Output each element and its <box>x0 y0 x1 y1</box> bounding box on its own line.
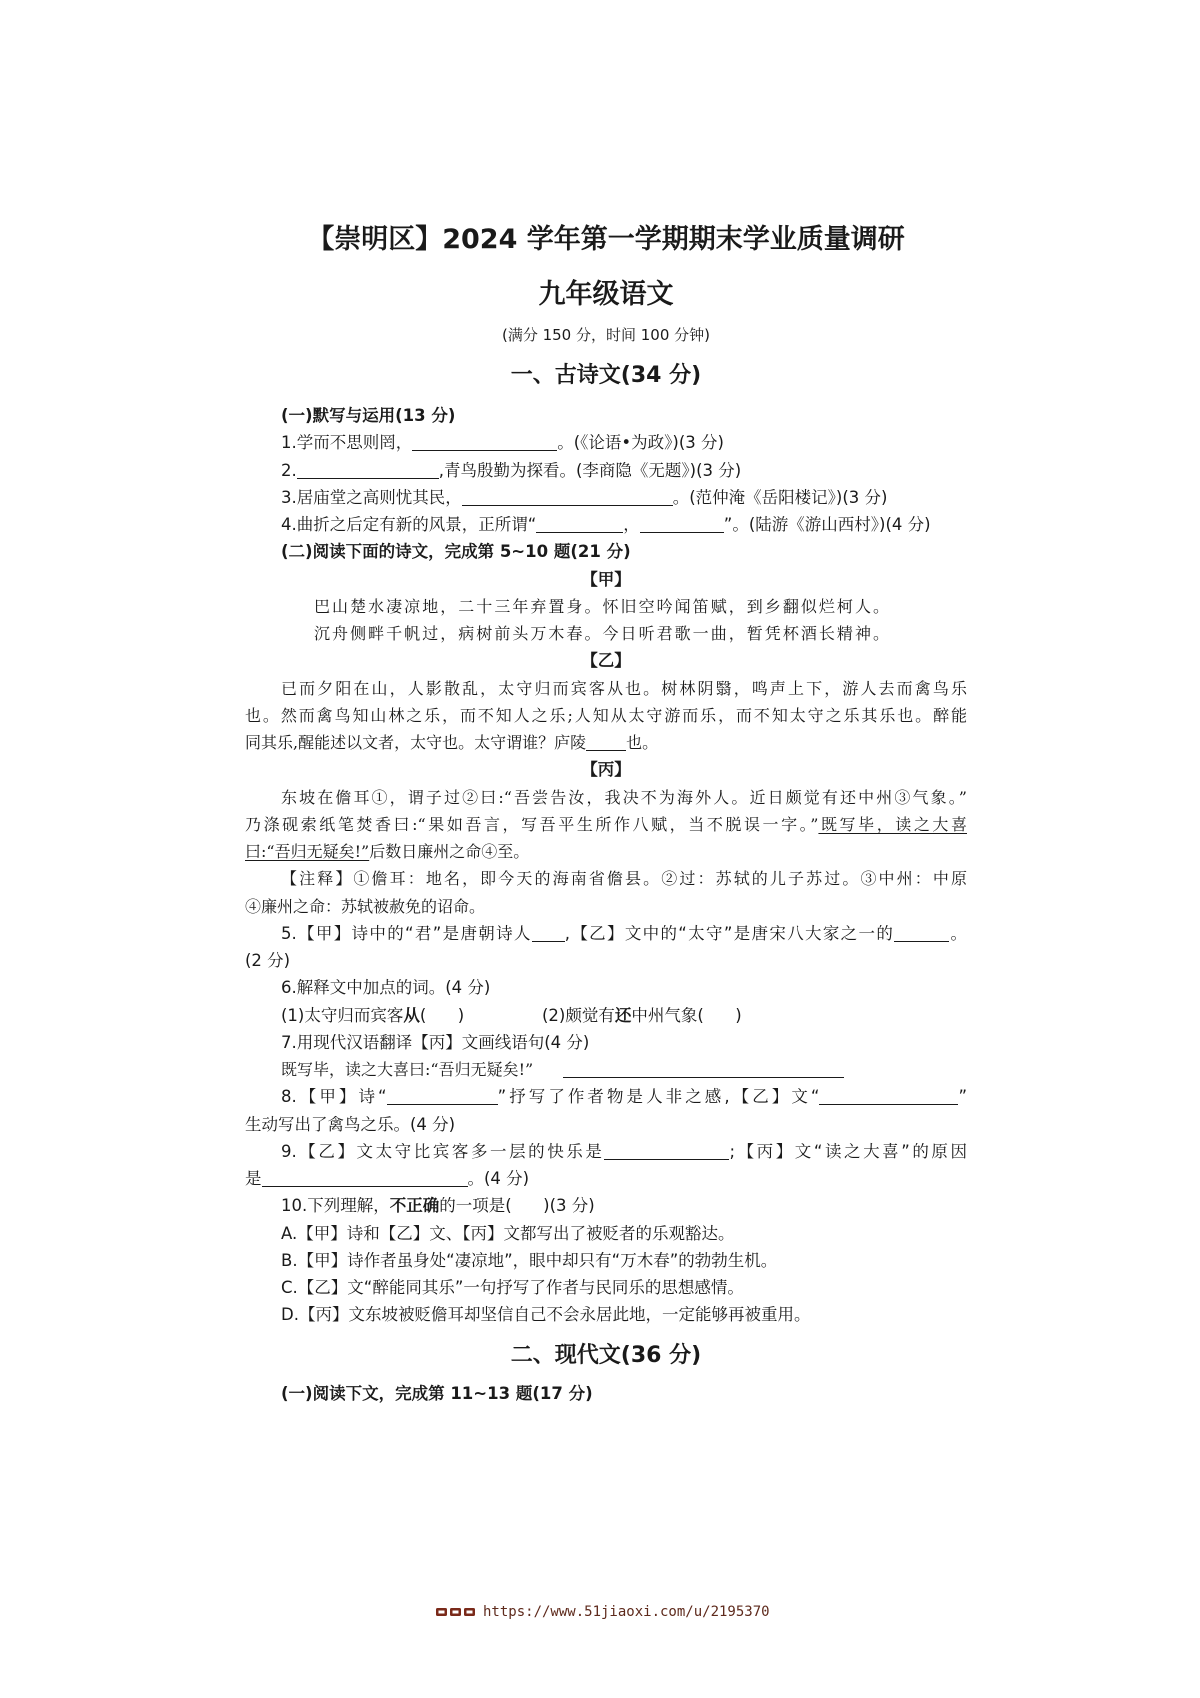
annotation-line: 【注释】①儋耳：地名，即今天的海南省儋县。②过：苏轼的儿子苏过。③中州：中原 <box>281 869 967 889</box>
answer-parentheses: 中州气象( ) <box>631 1005 742 1025</box>
question-6-items <box>245 1002 967 1029</box>
passage-line <box>245 838 967 865</box>
question-text: 9.【乙】文太守比宾客多一层的快乐是 <box>281 1141 605 1161</box>
question-8-continued: 生动写出了禽鸟之乐。(4 分) <box>245 1114 456 1134</box>
question-7-sentence <box>245 1056 967 1083</box>
answer-blank <box>262 1169 468 1187</box>
exam-title: 【崇明区】2024 学年第一学期期末学业质量调研 <box>307 224 905 255</box>
exam-subtitle: 九年级语文 <box>538 279 674 310</box>
score-time-note: (满分 150 分，时间 100 分钟) <box>501 326 711 344</box>
question-7: 7.用现代汉语翻译【丙】文画线语句(4 分) <box>281 1032 590 1052</box>
question-4 <box>245 511 967 538</box>
answer-parentheses: ( ) <box>419 1005 465 1025</box>
section-heading-modern: 二、现代文(36 分) <box>510 1343 702 1368</box>
question-text: 10.下列理解， <box>281 1196 390 1216</box>
question-text: ,【乙】文中的“太守”是唐宋八大家之一的 <box>564 923 895 943</box>
question-text: 。(4 分) <box>467 1169 530 1188</box>
section-heading-classical: 一、古诗文(34 分) <box>510 363 702 388</box>
poem-line: 沉舟侧畔千帆过，病树前头万木春。今日听君歌一曲，暂凭杯酒长精神。 <box>314 624 889 643</box>
question-5-score: (2 分) <box>245 951 291 970</box>
question-text: 是 <box>245 1169 262 1188</box>
answer-blank <box>604 1142 729 1160</box>
question-text: 。(范仲淹《岳阳楼记》)(3 分) <box>672 487 888 507</box>
option-d: D.【丙】文东坡被贬儋耳却坚信自己不会永居此地，一定能够再被重用。 <box>281 1305 811 1325</box>
question-text: 3.居庙堂之高则忧其民， <box>281 487 462 507</box>
question-6-item-2 <box>542 1002 742 1029</box>
passage-text: 后数日廉州之命④至。 <box>369 842 530 861</box>
question-text: 2. <box>281 460 297 480</box>
question-text: 。 <box>949 923 967 943</box>
answer-blank <box>586 733 626 751</box>
section-classical-content <box>245 402 967 1329</box>
question-10 <box>245 1192 967 1219</box>
poem-line: 巴山楚水凄凉地，二十三年弃置身。怀旧空吟闻笛赋，到乡翻似烂柯人。 <box>314 596 889 616</box>
answer-blank <box>462 488 673 506</box>
question-text: ， <box>623 515 640 534</box>
answer-blank <box>563 1060 844 1078</box>
question-9-continued <box>245 1165 967 1192</box>
option-b: B.【甲】诗作者虽身处“凄凉地”，眼中却只有“万木春”的勃勃生机。 <box>281 1250 778 1270</box>
answer-blank <box>819 1087 958 1105</box>
part-heading-reading: (二)阅读下面的诗文，完成第 5~10 题(21 分) <box>281 542 631 562</box>
option-c: C.【乙】文“醉能同其乐”一句抒写了作者与民同乐的思想感情。 <box>281 1278 744 1297</box>
question-text: (1)太守归而宾客 <box>281 1005 404 1025</box>
emphasis-text: 不正确 <box>389 1196 440 1216</box>
page-footer <box>436 1600 770 1624</box>
passage-line: 也。然而禽鸟知山林之乐，而不知人之乐;人知从太守游而乐，而不知太守之乐其乐也。醉能 <box>245 705 967 725</box>
underlined-sentence: 曰:“吾归无疑矣!” <box>245 842 370 861</box>
question-text: ” <box>958 1087 967 1107</box>
question-text: 8.【甲】诗“ <box>281 1087 387 1107</box>
passage-line <box>245 811 967 838</box>
passage-label-jia: 【甲】 <box>581 569 631 589</box>
question-text: 的一项是( )(3 分) <box>439 1196 595 1216</box>
question-text: 4.曲折之后定有新的风景，正所谓“ <box>281 515 537 534</box>
part-heading-modern-reading: (一)阅读下文，完成第 11~13 题(17 分) <box>281 1384 593 1403</box>
question-text: (2)颇觉有 <box>542 1005 615 1025</box>
passage-line <box>245 729 967 756</box>
answer-blank <box>894 924 949 942</box>
question-text: 。(《论语•为政》)(3 分) <box>557 433 724 453</box>
question-1 <box>245 429 967 456</box>
dotted-word: 还 <box>614 1005 632 1025</box>
question-8 <box>245 1083 967 1110</box>
answer-blank <box>532 924 565 942</box>
question-5 <box>245 920 967 947</box>
question-6: 6.解释文中加点的词。(4 分) <box>281 978 491 998</box>
question-text: ,青鸟殷勤为探看。(李商隐《无题》)(3 分) <box>438 460 742 480</box>
answer-blank <box>536 515 623 533</box>
question-text: ”。(陆游《游山西村》)(4 分) <box>723 515 931 534</box>
question-2 <box>245 457 967 484</box>
answer-blank <box>297 461 439 479</box>
question-6-item-1 <box>281 1002 464 1029</box>
answer-blank <box>412 433 557 451</box>
annotation-line: ④廉州之命：苏轼被赦免的诏命。 <box>245 896 486 916</box>
question-text: ;【丙】文“读之大喜”的原因 <box>729 1141 967 1161</box>
passage-label-bing: 【丙】 <box>581 760 631 780</box>
passage-text: 乃涤砚索纸笔焚香曰:“果如吾言，写吾平生所作八赋，当不脱误一字。” <box>245 814 819 834</box>
question-text: 1.学而不思则罔， <box>281 433 413 453</box>
passage-line: 已而夕阳在山，人影散乱，太守归而宾客从也。树林阴翳，鸣声上下，游人去而禽鸟乐 <box>281 678 967 698</box>
answer-blank <box>640 515 724 533</box>
question-text: 5.【甲】诗中的“君”是唐朝诗人 <box>281 923 532 943</box>
part-heading-dictation: (一)默写与运用(13 分) <box>281 406 456 425</box>
question-text: ”抒写了作者物是人非之感,【乙】文“ <box>497 1087 820 1107</box>
passage-label-yi: 【乙】 <box>581 651 631 671</box>
sentence-to-translate: 既写毕，读之大喜曰:“吾归无疑矣!” <box>281 1060 534 1079</box>
passage-text: 同其乐,醒能述以文者，太守也。太守谓谁？庐陵 <box>245 733 587 752</box>
underlined-sentence: 既写毕，读之大喜 <box>818 814 967 834</box>
option-a: A.【甲】诗和【乙】文、【丙】文都写出了被贬者的乐观豁达。 <box>281 1223 735 1243</box>
passage-line: 东坡在儋耳①，谓子过②曰:“吾尝告汝，我决不为海外人。近日颇觉有还中州③气象。” <box>281 787 967 807</box>
site-logo-icon <box>436 1603 476 1622</box>
question-9 <box>245 1138 967 1165</box>
question-3 <box>245 484 967 511</box>
passage-text: 也。 <box>626 733 659 752</box>
footer-url: https://www.51jiaoxi.com/u/2195370 <box>483 1604 770 1620</box>
answer-blank <box>387 1087 498 1105</box>
dotted-word: 从 <box>403 1005 420 1025</box>
